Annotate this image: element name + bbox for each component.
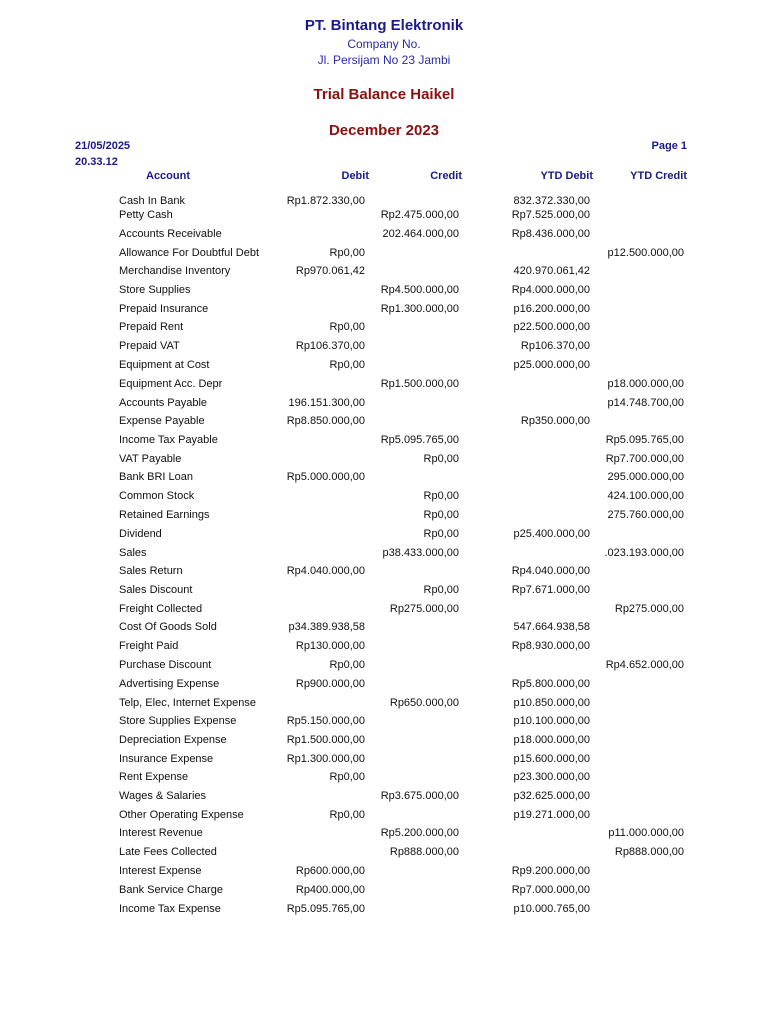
- debit-cell: Rp0,00: [329, 659, 365, 671]
- table-row: [0, 209, 768, 225]
- table-row: [0, 265, 768, 281]
- account-cell: Accounts Payable: [119, 397, 208, 409]
- ytd-debit-cell: p10.000.765,00: [513, 903, 590, 915]
- debit-cell: Rp0,00: [329, 809, 365, 821]
- table-row: [0, 490, 768, 506]
- account-cell: Wages & Salaries: [119, 790, 207, 802]
- ytd-debit-cell: Rp7.000.000,00: [511, 884, 590, 896]
- table-row: [0, 509, 768, 525]
- table-row: [0, 771, 768, 787]
- credit-cell: Rp0,00: [423, 509, 459, 521]
- table-row: [0, 434, 768, 450]
- credit-cell: Rp0,00: [423, 528, 459, 540]
- credit-cell: Rp5.200.000,00: [380, 827, 459, 839]
- account-cell: Insurance Expense: [119, 753, 214, 765]
- company-address: Jl. Persijam No 23 Jambi: [317, 53, 451, 67]
- table-row: [0, 359, 768, 375]
- account-cell: Freight Paid: [119, 640, 179, 652]
- table-row: [0, 678, 768, 694]
- company-number: Company No.: [347, 37, 421, 51]
- account-cell: Accounts Receivable: [119, 228, 222, 240]
- column-header-ytd-credit: YTD Credit: [630, 170, 687, 182]
- account-cell: Telp, Elec, Internet Expense: [119, 697, 256, 709]
- debit-cell: 196.151.300,00: [288, 397, 365, 409]
- account-cell: Common Stock: [119, 490, 195, 502]
- ytd-debit-cell: Rp9.200.000,00: [511, 865, 590, 877]
- ytd-credit-cell: 295.000.000,00: [607, 471, 684, 483]
- ytd-debit-cell: p10.850.000,00: [513, 697, 590, 709]
- table-row: [0, 584, 768, 600]
- account-cell: Allowance For Doubtful Debt: [119, 247, 260, 259]
- account-cell: Equipment at Cost: [119, 359, 210, 371]
- account-cell: VAT Payable: [119, 453, 182, 465]
- debit-cell: Rp4.040.000,00: [286, 565, 365, 577]
- ytd-debit-cell: 547.664.938,58: [513, 621, 590, 633]
- debit-cell: Rp0,00: [329, 321, 365, 333]
- debit-cell: Rp5.150.000,00: [286, 715, 365, 727]
- table-row: [0, 603, 768, 619]
- table-row: [0, 547, 768, 563]
- table-row: [0, 697, 768, 713]
- table-row: [0, 321, 768, 337]
- table-row: [0, 415, 768, 431]
- account-cell: Bank BRI Loan: [119, 471, 193, 483]
- ytd-debit-cell: 832.372.330,00: [513, 195, 590, 207]
- table-row: [0, 809, 768, 825]
- table-row: [0, 640, 768, 656]
- table-row: [0, 247, 768, 263]
- ytd-credit-cell: Rp5.095.765,00: [605, 434, 684, 446]
- credit-cell: Rp0,00: [423, 453, 459, 465]
- credit-cell: Rp0,00: [423, 490, 459, 502]
- account-cell: Merchandise Inventory: [119, 265, 231, 277]
- account-cell: Cost Of Goods Sold: [119, 621, 217, 633]
- ytd-debit-cell: p19.271.000,00: [513, 809, 590, 821]
- account-cell: Prepaid VAT: [119, 340, 180, 352]
- ytd-credit-cell: p14.748.700,00: [607, 397, 684, 409]
- account-cell: Sales: [119, 547, 147, 559]
- credit-cell: Rp1.300.000,00: [380, 303, 459, 315]
- credit-cell: Rp0,00: [423, 584, 459, 596]
- credit-cell: p38.433.000,00: [382, 547, 459, 559]
- account-cell: Interest Expense: [119, 865, 202, 877]
- print-date: 21/05/2025: [75, 140, 131, 152]
- table-row: [0, 753, 768, 769]
- table-row: [0, 903, 768, 919]
- ytd-credit-cell: p11.000.000,00: [608, 827, 684, 839]
- ytd-debit-cell: p15.600.000,00: [513, 753, 590, 765]
- table-row: [0, 846, 768, 862]
- table-row: [0, 565, 768, 581]
- account-cell: Store Supplies: [119, 284, 191, 296]
- credit-cell: Rp4.500.000,00: [380, 284, 459, 296]
- ytd-credit-cell: Rp7.700.000,00: [605, 453, 684, 465]
- debit-cell: Rp400.000,00: [295, 884, 365, 896]
- credit-cell: Rp1.500.000,00: [380, 378, 459, 390]
- ytd-debit-cell: Rp7.525.000,00: [511, 209, 590, 221]
- debit-cell: Rp0,00: [329, 247, 365, 259]
- ytd-credit-cell: Rp4.652.000,00: [605, 659, 684, 671]
- account-cell: Sales Return: [119, 565, 183, 577]
- account-cell: Purchase Discount: [119, 659, 212, 671]
- table-row: [0, 734, 768, 750]
- debit-cell: p34.389.938,58: [288, 621, 365, 633]
- column-header-account: Account: [146, 170, 190, 182]
- debit-cell: Rp0,00: [329, 771, 365, 783]
- account-cell: Dividend: [119, 528, 162, 540]
- table-row: [0, 453, 768, 469]
- account-cell: Petty Cash: [119, 209, 173, 221]
- table-row: [0, 284, 768, 300]
- column-header-debit: Debit: [341, 170, 369, 182]
- credit-cell: Rp650.000,00: [389, 697, 459, 709]
- debit-cell: Rp970.061,42: [295, 265, 365, 277]
- table-row: [0, 378, 768, 394]
- table-row: [0, 397, 768, 413]
- account-cell: Rent Expense: [119, 771, 189, 783]
- credit-cell: Rp3.675.000,00: [380, 790, 459, 802]
- ytd-debit-cell: Rp5.800.000,00: [511, 678, 590, 690]
- account-cell: Income Tax Payable: [119, 434, 218, 446]
- debit-cell: Rp0,00: [329, 359, 365, 371]
- debit-cell: Rp130.000,00: [295, 640, 365, 652]
- account-cell: Prepaid Rent: [119, 321, 184, 333]
- account-cell: Cash In Bank: [119, 195, 186, 207]
- table-row: [0, 471, 768, 487]
- page-number: Page 1: [651, 140, 687, 152]
- ytd-debit-cell: p10.100.000,00: [513, 715, 590, 727]
- ytd-credit-cell: .023.193.000,00: [604, 547, 684, 559]
- credit-cell: Rp5.095.765,00: [380, 434, 459, 446]
- account-cell: Late Fees Collected: [119, 846, 217, 858]
- column-header-credit: Credit: [430, 170, 462, 182]
- account-cell: Equipment Acc. Depr: [119, 378, 223, 390]
- report-period: December 2023: [328, 122, 440, 139]
- company-name: PT. Bintang Elektronik: [304, 17, 464, 34]
- ytd-debit-cell: Rp8.436.000,00: [511, 228, 590, 240]
- ytd-debit-cell: p18.000.000,00: [513, 734, 590, 746]
- ytd-debit-cell: p22.500.000,00: [513, 321, 590, 333]
- account-cell: Advertising Expense: [119, 678, 220, 690]
- credit-cell: Rp2.475.000,00: [380, 209, 459, 221]
- ytd-debit-cell: Rp4.000.000,00: [511, 284, 590, 296]
- account-cell: Sales Discount: [119, 584, 193, 596]
- ytd-credit-cell: p18.000.000,00: [607, 378, 684, 390]
- account-cell: Retained Earnings: [119, 509, 210, 521]
- account-cell: Depreciation Expense: [119, 734, 227, 746]
- account-cell: Expense Payable: [119, 415, 205, 427]
- table-row: [0, 621, 768, 637]
- account-cell: Bank Service Charge: [119, 884, 223, 896]
- table-row: [0, 827, 768, 843]
- ytd-credit-cell: Rp888.000,00: [614, 846, 684, 858]
- table-row: [0, 884, 768, 900]
- table-row: [0, 340, 768, 356]
- credit-cell: Rp888.000,00: [389, 846, 459, 858]
- table-row: [0, 865, 768, 881]
- ytd-debit-cell: p32.625.000,00: [513, 790, 590, 802]
- account-cell: Interest Revenue: [119, 827, 203, 839]
- account-cell: Freight Collected: [119, 603, 203, 615]
- ytd-credit-cell: Rp275.000,00: [614, 603, 684, 615]
- ytd-credit-cell: p12.500.000,00: [607, 247, 684, 259]
- table-row: [0, 790, 768, 806]
- ytd-credit-cell: 424.100.000,00: [607, 490, 684, 502]
- ytd-debit-cell: Rp350.000,00: [520, 415, 590, 427]
- credit-cell: 202.464.000,00: [382, 228, 459, 240]
- account-cell: Prepaid Insurance: [119, 303, 209, 315]
- debit-cell: Rp8.850.000,00: [286, 415, 365, 427]
- account-cell: Other Operating Expense: [119, 809, 244, 821]
- table-row: [0, 303, 768, 319]
- ytd-debit-cell: Rp106.370,00: [520, 340, 590, 352]
- debit-cell: Rp5.095.765,00: [286, 903, 365, 915]
- ytd-debit-cell: p16.200.000,00: [513, 303, 590, 315]
- table-row: [0, 528, 768, 544]
- ytd-credit-cell: 275.760.000,00: [607, 509, 684, 521]
- ytd-debit-cell: p25.000.000,00: [513, 359, 590, 371]
- credit-cell: Rp275.000,00: [389, 603, 459, 615]
- debit-cell: Rp1.872.330,00: [286, 195, 365, 207]
- debit-cell: Rp1.300.000,00: [286, 753, 365, 765]
- ytd-debit-cell: Rp8.930.000,00: [511, 640, 590, 652]
- debit-cell: Rp600.000,00: [295, 865, 365, 877]
- ytd-debit-cell: Rp7.671.000,00: [511, 584, 590, 596]
- ytd-debit-cell: p25.400.000,00: [513, 528, 590, 540]
- column-header-ytd-debit: YTD Debit: [540, 170, 593, 182]
- debit-cell: Rp1.500.000,00: [286, 734, 365, 746]
- table-row: [0, 228, 768, 244]
- ytd-debit-cell: p23.300.000,00: [513, 771, 590, 783]
- ytd-debit-cell: Rp4.040.000,00: [511, 565, 590, 577]
- report-title: Trial Balance Haikel: [313, 86, 455, 103]
- print-time: 20.33.12: [75, 156, 118, 168]
- table-row: [0, 715, 768, 731]
- account-cell: Store Supplies Expense: [119, 715, 237, 727]
- table-row: [0, 659, 768, 675]
- debit-cell: Rp900.000,00: [295, 678, 365, 690]
- debit-cell: Rp5.000.000,00: [286, 471, 365, 483]
- account-cell: Income Tax Expense: [119, 903, 221, 915]
- ytd-debit-cell: 420.970.061,42: [513, 265, 590, 277]
- debit-cell: Rp106.370,00: [295, 340, 365, 352]
